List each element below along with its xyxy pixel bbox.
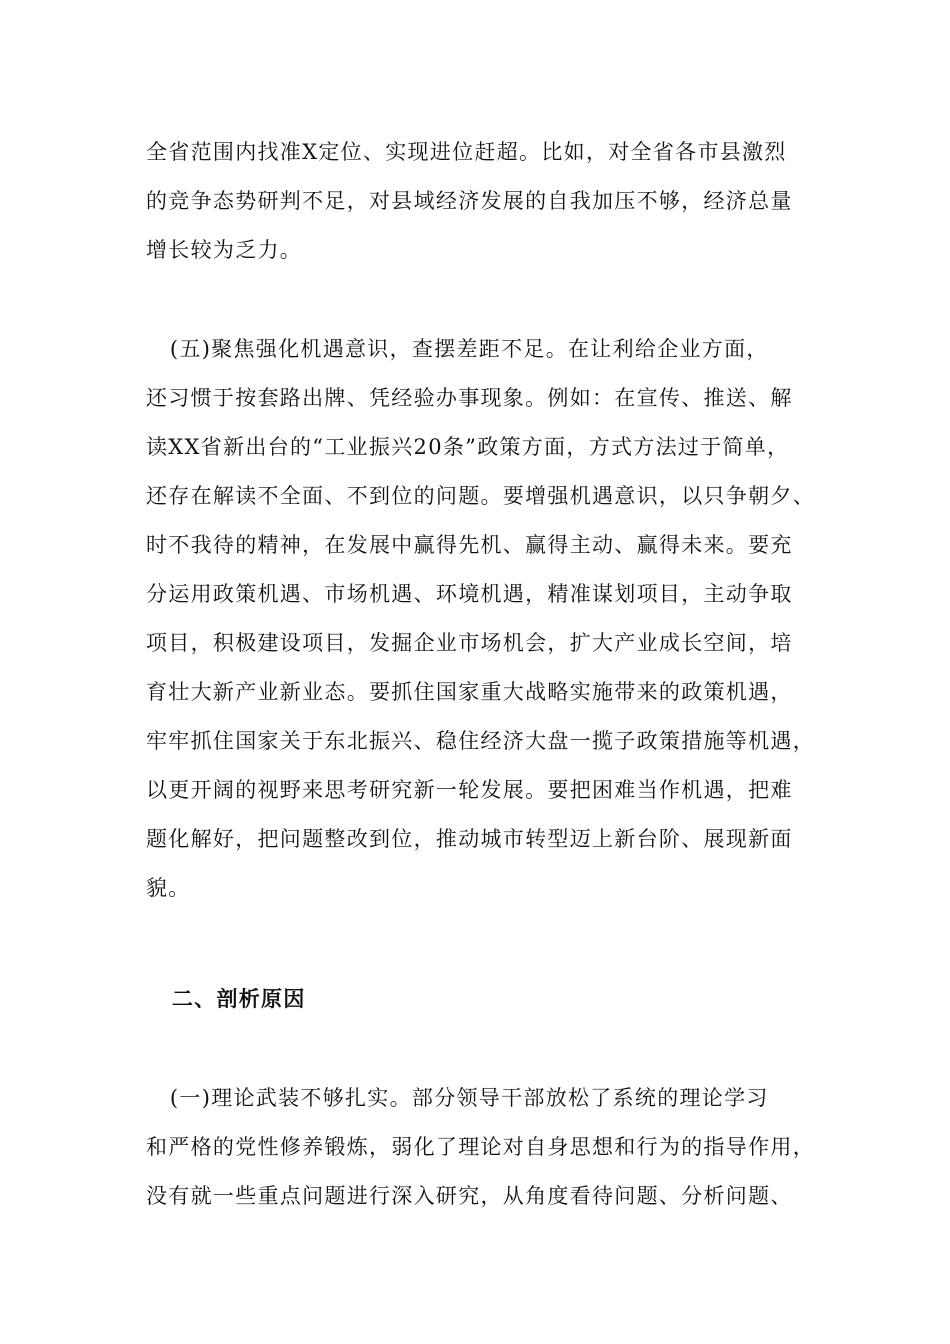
- text-line: 育壮大新产业新业态。要抓住国家重大战略实施带来的政策机遇，: [146, 680, 793, 704]
- text-line: 以更开阔的视野来思考研究新一轮发展。要把困难当作机遇，把难: [146, 778, 793, 802]
- text-line: 还存在解读不全面、不到位的问题。要增强机遇意识，以只争朝夕、: [146, 484, 815, 508]
- text-line: 貌。: [146, 876, 191, 900]
- text-line: 还习惯于按套路出牌、凭经验办事现象。例如：在宣传、推送、解: [146, 386, 793, 410]
- text-line: (五)聚焦强化机遇意识，查摆差距不足。在让利给企业方面，: [146, 337, 769, 361]
- text-line: 时不我待的精神，在发展中赢得先机、赢得主动、赢得未来。要充: [146, 533, 793, 557]
- paragraph-section-one: [146, 1074, 826, 1221]
- text-line: 没有就一些重点问题进行深入研究，从角度看待问题、分析问题、: [146, 1184, 793, 1208]
- text-line: 和严格的党性修养锻炼，弱化了理论对自身思想和行为的指导作用，: [146, 1135, 815, 1159]
- text-line: 增长较为乏力。: [146, 238, 303, 262]
- text-line: 读XX省新出台的“工业振兴20条”政策方面，方式方法过于简单，: [146, 435, 790, 459]
- text-line: 分运用政策机遇、市场机遇、环境机遇，精准谋划项目，主动争取: [146, 582, 793, 606]
- text-line: 的竞争态势研判不足，对县域经济发展的自我加压不够，经济总量: [146, 189, 793, 213]
- paragraph-section-five: [146, 325, 826, 913]
- paragraph-continuation: [146, 128, 826, 275]
- text-line: 项目，积极建设项目，发掘企业市场机会，扩大产业成长空间，培: [146, 631, 793, 655]
- text-line: 牢牢抓住国家关于东北振兴、稳住经济大盘一揽子政策措施等机遇，: [146, 729, 815, 753]
- heading-text: 二、剖析原因: [146, 987, 306, 1011]
- text-line: (一)理论武装不够扎实。部分领导干部放松了系统的理论学习: [146, 1086, 769, 1110]
- text-line: 题化解好，把问题整改到位，推动城市转型迈上新台阶、展现新面: [146, 827, 793, 851]
- text-line: 全省范围内找准X定位、实现进位赶超。比如，对全省各市县激烈: [146, 140, 787, 164]
- section-heading: [146, 975, 826, 1024]
